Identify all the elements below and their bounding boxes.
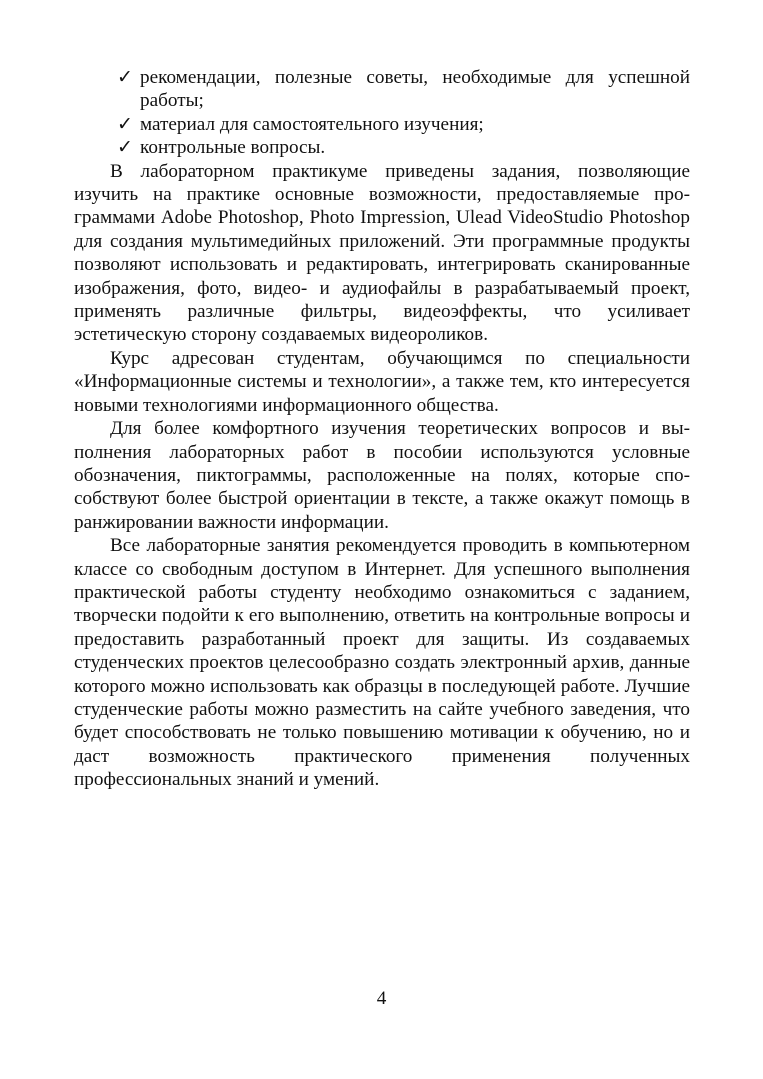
paragraph-audience: Курс адресован студентам, обучающимся по специальности «Информационные системы и технологии», а также тем, кто интересуется новыми технологиями информационного общества. <box>74 347 690 416</box>
list-item <box>74 136 690 159</box>
list-item-text: рекомендации, полезные советы, необходимые для успешной работы; <box>140 67 690 112</box>
check-icon: ✓ <box>117 137 134 159</box>
paragraph-conventions: Для более комфортного изучения теоретических вопросов и выполнения лабораторных работ в пособии используются условные обозначения, пиктограммы, расположенные на полях, которые способствуют более быстрой ориентации в тексте, а также окажут помощь в ранжировании важности информации. <box>74 418 690 533</box>
check-icon: ✓ <box>117 113 134 135</box>
list-item <box>74 66 690 113</box>
bullet-list <box>74 66 690 160</box>
page-number: 4 <box>376 988 387 1009</box>
list-item <box>74 113 690 136</box>
check-icon: ✓ <box>117 67 134 88</box>
paragraph-practicum: В лабораторном практикуме приведены задания, позволяющие изучить на практике основные возможности, предоставляемые программами Adobe Photoshop, Photo Impression, Ulead VideoStudio Photoshop для создания мультимедийных приложений. Эти программные продукты позволяют использовать и редактировать, интегрировать сканированные изображения, фото, видео- и аудиофайлы в разрабатываемый проект, применять различные фильтры, видеоэффекты, что усиливает эстетическую сторону создаваемых видеороликов. <box>74 160 690 346</box>
list-item-text: материал для самостоятельного изучения; <box>140 113 484 135</box>
paragraph-lab-classes: Все лабораторные занятия рекомендуется проводить в компьютерном классе со свободным доступом в Интернет. Для успешного выполнения практической работы студенту необходимо ознакомиться с заданием, творчески подойти к его выполнению, ответить на контрольные вопросы и предоставить разработанный проект для защиты. Из создаваемых студенческих проектов целесообразно создать электронный архив, данные которого можно использовать как образцы в последующей работе. Лучшие студенческие работы можно разместить на сайте учебного заведения, что будет способствовать не только повышению мотивации к обучению, но и даст возможность практического применения полученных профессиональных знаний и умений. <box>74 535 690 791</box>
list-item-text: контрольные вопросы. <box>140 137 326 159</box>
page-content <box>74 66 690 792</box>
